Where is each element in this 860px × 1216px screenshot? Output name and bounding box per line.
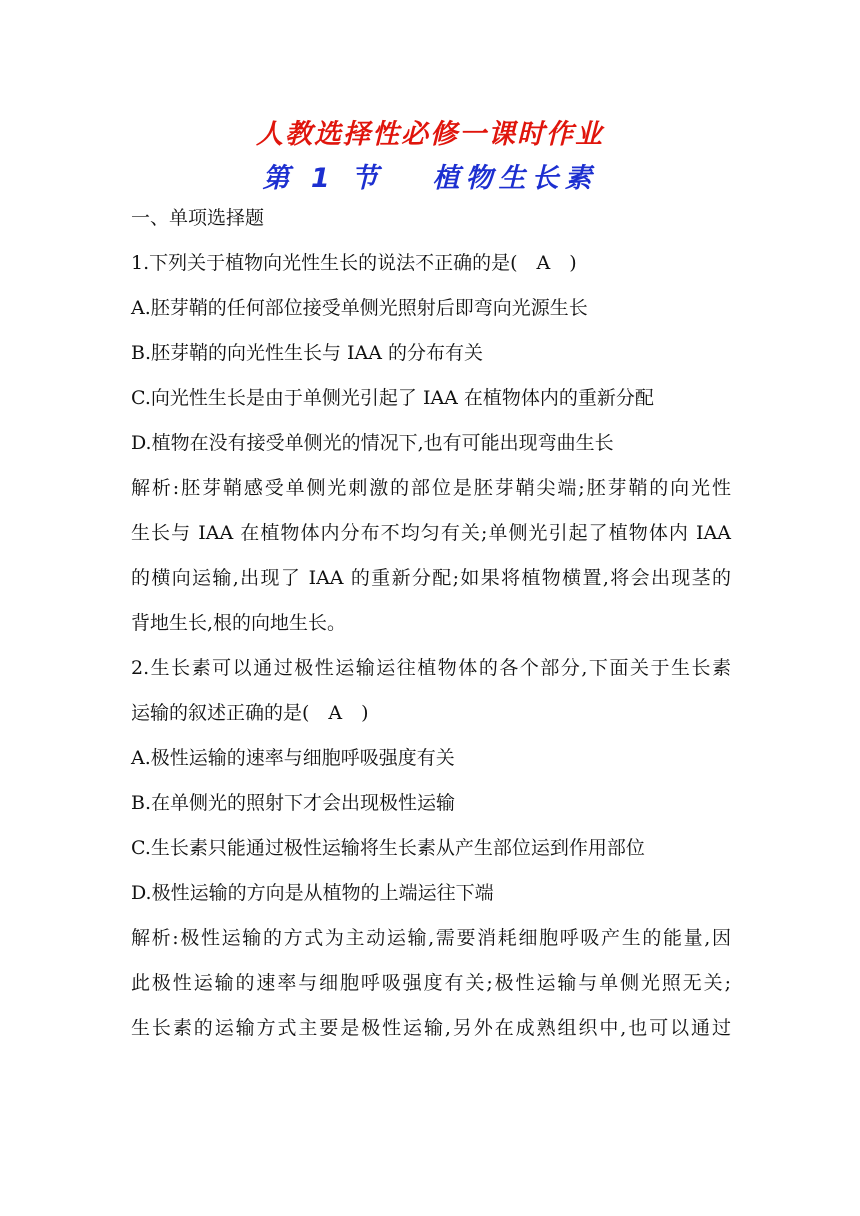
question-2-option-c: C.生长素只能通过极性运输将生长素从产生部位运到作用部位 (131, 837, 645, 859)
question-1-option-a: A.胚芽鞘的任何部位接受单侧光照射后即弯向光源生长 (131, 297, 588, 319)
question-2-stem-line-2: 运输的叙述正确的是( A ) (131, 702, 369, 724)
question-2-option-d: D.极性运输的方向是从植物的上端运往下端 (131, 882, 494, 904)
question-2-option-b: B.在单侧光的照射下才会出现极性运输 (131, 792, 456, 814)
question-1-option-c: C.向光性生长是由于单侧光引起了 IAA 在植物体内的重新分配 (131, 387, 654, 409)
section-heading: 一、单项选择题 (131, 207, 265, 229)
question-1-analysis-line-3: 的横向运输,出现了 IAA 的重新分配;如果将植物横置,将会出现茎的 (131, 567, 731, 589)
question-1-analysis-line-2: 生长与 IAA 在植物体内分布不均匀有关;单侧光引起了植物体内 IAA (131, 522, 731, 544)
question-2-stem-line-1: 2.生长素可以通过极性运输运往植物体的各个部分,下面关于生长素 (131, 657, 731, 679)
document-title: 人教选择性必修一课时作业 (256, 119, 604, 150)
question-1-analysis-line-1: 解析:胚芽鞘感受单侧光刺激的部位是胚芽鞘尖端;胚芽鞘的向光性 (131, 477, 731, 499)
question-2-analysis-line-3: 生长素的运输方式主要是极性运输,另外在成熟组织中,也可以通过 (131, 1017, 731, 1039)
question-2-analysis-line-1: 解析:极性运输的方式为主动运输,需要消耗细胞呼吸产生的能量,因 (131, 927, 731, 949)
question-1-analysis-line-4: 背地生长,根的向地生长。 (131, 612, 347, 634)
question-1-stem: 1.下列关于植物向光性生长的说法不正确的是( A ) (131, 252, 577, 274)
lesson-subtitle: 第 1 节 植物生长素 (262, 163, 598, 194)
question-2-analysis-line-2: 此极性运输的速率与细胞呼吸强度有关;极性运输与单侧光照无关; (131, 972, 731, 994)
question-1-option-b: B.胚芽鞘的向光性生长与 IAA 的分布有关 (131, 342, 484, 364)
question-1-option-d: D.植物在没有接受单侧光的情况下,也有可能出现弯曲生长 (131, 432, 614, 454)
question-2-option-a: A.极性运输的速率与细胞呼吸强度有关 (131, 747, 455, 769)
